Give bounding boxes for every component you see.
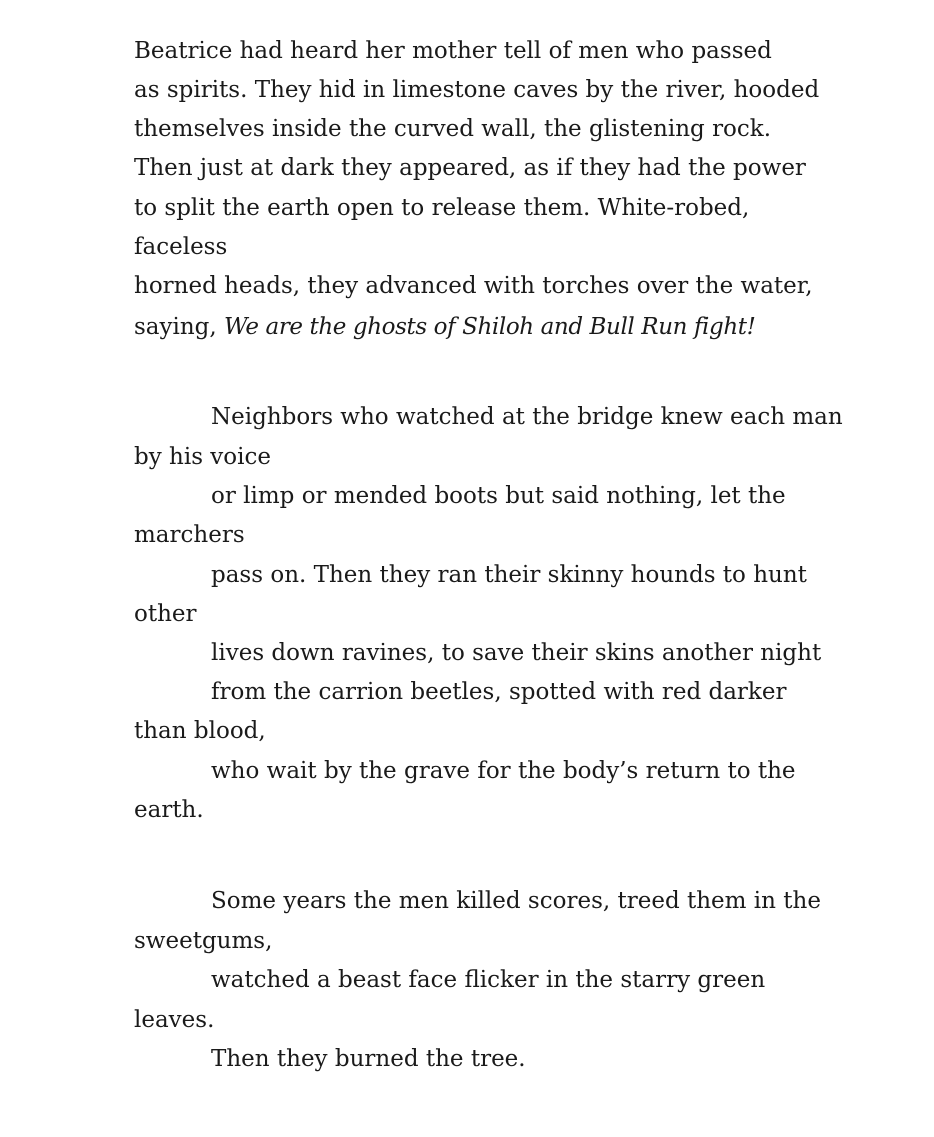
stanza3-line-3: watched a beast face flicker in the starry green — [211, 967, 766, 993]
stanza1-line-6: faceless — [134, 234, 228, 260]
stanza3-line-2: sweetgums, — [134, 928, 273, 954]
stanza3-line-1: Some years the men killed scores, treed them in the — [211, 888, 821, 914]
stanza1-line-8-italic: We are the ghosts of Shiloh and Bull Run fight! — [224, 314, 756, 340]
stanza3-line-5: Then they burned the tree. — [211, 1046, 526, 1072]
stanza1-line-4: Then just at dark they appeared, as if they had the power — [134, 155, 806, 181]
stanza1-line-8 — [134, 312, 755, 342]
stanza2-line-6: other — [134, 601, 197, 627]
stanza2-line-5: pass on. Then they ran their skinny hounds to hunt — [211, 562, 807, 588]
stanza2-line-9: than blood, — [134, 718, 266, 744]
stanza1-line-8-plain: saying, — [134, 314, 225, 340]
stanza1-line-2: as spirits. They hid in limestone caves by the river, hooded — [134, 77, 820, 103]
stanza2-line-4: marchers — [134, 522, 245, 548]
stanza2-line-2: by his voice — [134, 444, 272, 470]
stanza1-line-1: Beatrice had heard her mother tell of men who passed — [134, 38, 772, 64]
stanza2-line-1: Neighbors who watched at the bridge knew each man — [211, 404, 843, 430]
stanza2-line-10: who wait by the grave for the body’s return to the — [211, 758, 796, 784]
stanza3-line-4: leaves. — [134, 1007, 215, 1033]
stanza2-line-8: from the carrion beetles, spotted with red darker — [211, 679, 787, 705]
stanza2-line-7: lives down ravines, to save their skins another night — [211, 640, 822, 666]
stanza1-line-5: to split the earth open to release them. White-robed, — [134, 195, 750, 221]
stanza1-line-3: themselves inside the curved wall, the glistening rock. — [134, 116, 772, 142]
stanza2-line-3: or limp or mended boots but said nothing, let the — [211, 483, 786, 509]
stanza2-line-11: earth. — [134, 797, 204, 823]
stanza1-line-7: horned heads, they advanced with torches over the water, — [134, 273, 813, 299]
